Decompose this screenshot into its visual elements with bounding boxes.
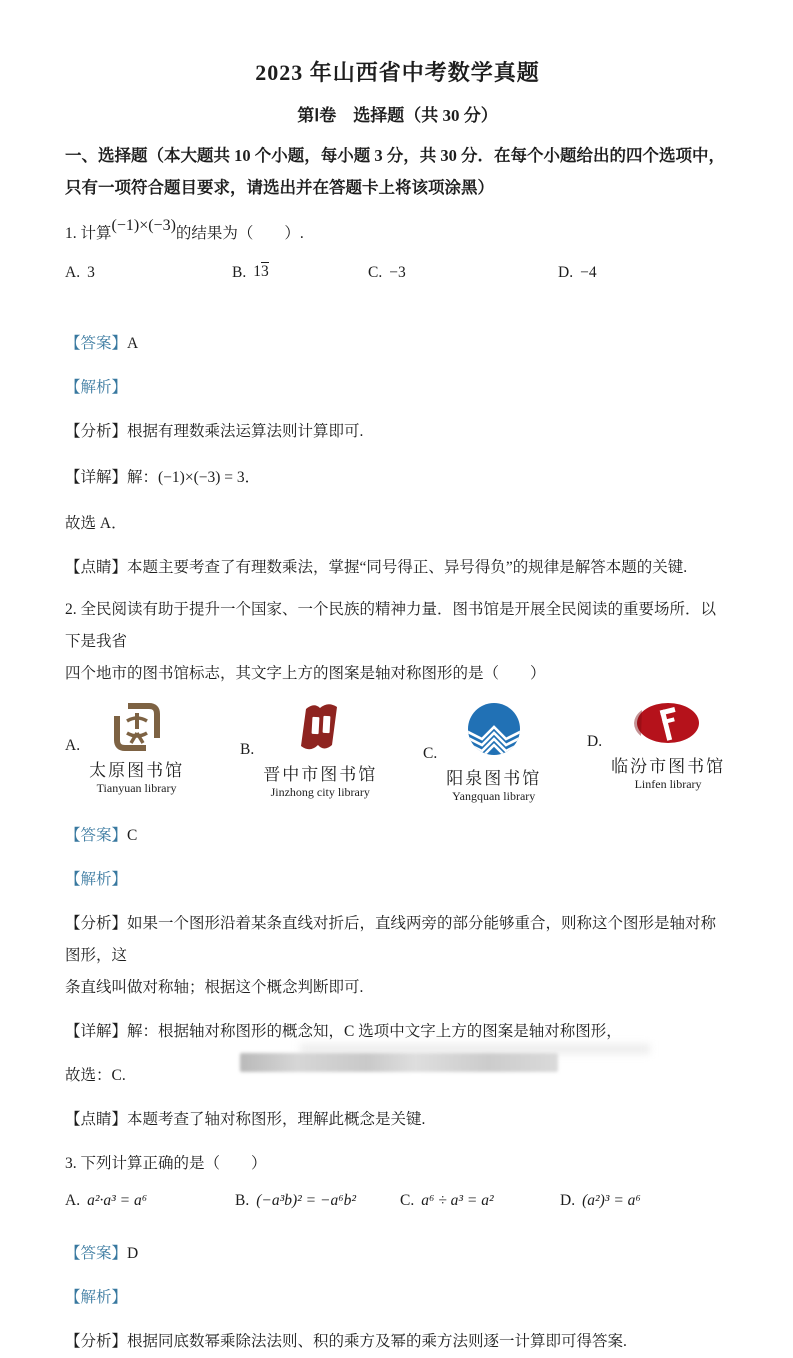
q1-analysis: 【分析】根据有理数乘法运算法则计算即可. [65, 423, 364, 440]
q2-option-d: D. 临汾市图书馆 Linfen library [587, 700, 725, 791]
fraction: 13 [253, 262, 269, 280]
analysis-header-label: 【解析】 [65, 379, 128, 396]
q1-stem-suffix: 的结果为（ ）. [175, 225, 304, 242]
q3-stem: 3. 下列计算正确的是（ ） [65, 1155, 267, 1172]
q3-option-c: C. a⁶ ÷ a³ = a² [400, 1192, 494, 1209]
q2-stem-line2: 四个地市的图书馆标志，其文字上方的图案是轴对称图形的是（ ） [65, 665, 546, 682]
answer-label: 【答案】 [65, 335, 128, 352]
q1-option-d: D. −4 [558, 264, 597, 281]
q1-option-a: A. 3 [65, 264, 95, 281]
q1-detail-formula: (−1)×(−3) = 3 [158, 469, 245, 486]
q1-conclusion: 故选 A． [65, 515, 127, 532]
section-title: 第Ⅰ卷 选择题（共 30 分） [297, 106, 498, 125]
q3-answer-line [65, 1238, 730, 1270]
q1-answer-value: A [127, 335, 139, 352]
q2-answer-line [65, 820, 730, 852]
q1-option-c: C. −3 [368, 264, 406, 281]
q2-tip: 【点睛】本题考查了轴对称图形，理解此概念是关键. [65, 1111, 426, 1128]
answer-label: 【答案】 [65, 1245, 128, 1262]
q1-stem [65, 216, 730, 252]
q2-detail: 【详解】解：根据轴对称图形的概念知，C 选项中文字上方的图案是轴对称图形， [65, 1023, 622, 1040]
linfen-ellipse-icon [633, 700, 703, 755]
q1-answer-line [65, 328, 730, 360]
analysis-label: 【分析】 [65, 1333, 128, 1350]
answer-label: 【答案】 [65, 827, 128, 844]
q3-answer-value: D [127, 1245, 139, 1262]
exam-document [65, 56, 730, 1358]
instructions-line2: 只有一项符合题目要求，请选出并在答题卡上将该项涂黑） [65, 178, 494, 197]
analysis-label: 【分析】 [65, 423, 128, 440]
watermark-redaction [240, 1053, 558, 1072]
q2-option-c: C. 阳泉图书馆 Yangquan library [423, 700, 541, 803]
q1-options [65, 264, 730, 316]
q2-option-a: A. 太原图书馆 Tianyuan library [65, 700, 184, 795]
q1-formula: (−1)×(−3) [111, 217, 176, 234]
analysis-header-label: 【解析】 [65, 871, 128, 888]
q2-analysis-line1: 【分析】如果一个图形沿着某条直线对折后，直线两旁的部分能够重合，则称这个图形是轴对称图形，这 [65, 915, 717, 964]
q1-detail: 【详解】解：(−1)×(−3) = 3． [65, 469, 261, 486]
q3-option-b: B. (−a³b)² = −a⁶b² [235, 1192, 356, 1209]
instructions-line1: 一、选择题（本大题共 10 个小题，每小题 3 分，共 30 分．在每个小题给出的四个选项中， [65, 146, 725, 165]
taiyuan-seal-icon [112, 700, 162, 759]
yangquan-wave-circle-icon [463, 700, 525, 767]
page-title: 2023 年山西省中考数学真题 [255, 60, 540, 85]
q2-logo-options [65, 700, 730, 808]
tip-label: 【点睛】 [65, 559, 128, 576]
q3-option-d: D. (a²)³ = a⁶ [560, 1192, 641, 1209]
analysis-label: 【分析】 [65, 915, 128, 932]
tip-label: 【点睛】 [65, 1111, 128, 1128]
q2-answer-value: C [127, 827, 138, 844]
q2-stem-line1: 2. 全民阅读有助于提升一个国家、一个民族的精神力量．图书馆是开展全民阅读的重要场所．以下是我省 [65, 601, 717, 650]
q2-option-b: B. 晋中市图书馆 Jinzhong city library [240, 700, 377, 799]
q3-analysis: 【分析】根据同底数幂乘除法法则、积的乘方及幂的乘方法则逐一计算即可得答案. [65, 1333, 627, 1350]
q3-options [65, 1192, 730, 1226]
q1-stem-prefix: 1. 计算 [65, 225, 112, 242]
q3-analysis-header [65, 1282, 730, 1314]
detail-label: 【详解】 [65, 469, 128, 486]
q2-analysis-header [65, 864, 730, 896]
q1-tip: 【点睛】本题主要考查了有理数乘法，掌握“同号得正、异号得负”的规律是解答本题的关键. [65, 559, 688, 576]
q1-option-b: B. 13 [232, 262, 269, 281]
q2-conclusion: 故选：C. [65, 1067, 126, 1084]
detail-label: 【详解】 [65, 1023, 128, 1040]
jinzhong-scroll-icon [293, 700, 347, 763]
q3-option-a: A. a²·a³ = a⁶ [65, 1192, 148, 1209]
q2-analysis-line2: 条直线叫做对称轴；根据这个概念判断即可. [65, 979, 364, 996]
analysis-header-label: 【解析】 [65, 1289, 128, 1306]
q1-analysis-header [65, 372, 730, 404]
